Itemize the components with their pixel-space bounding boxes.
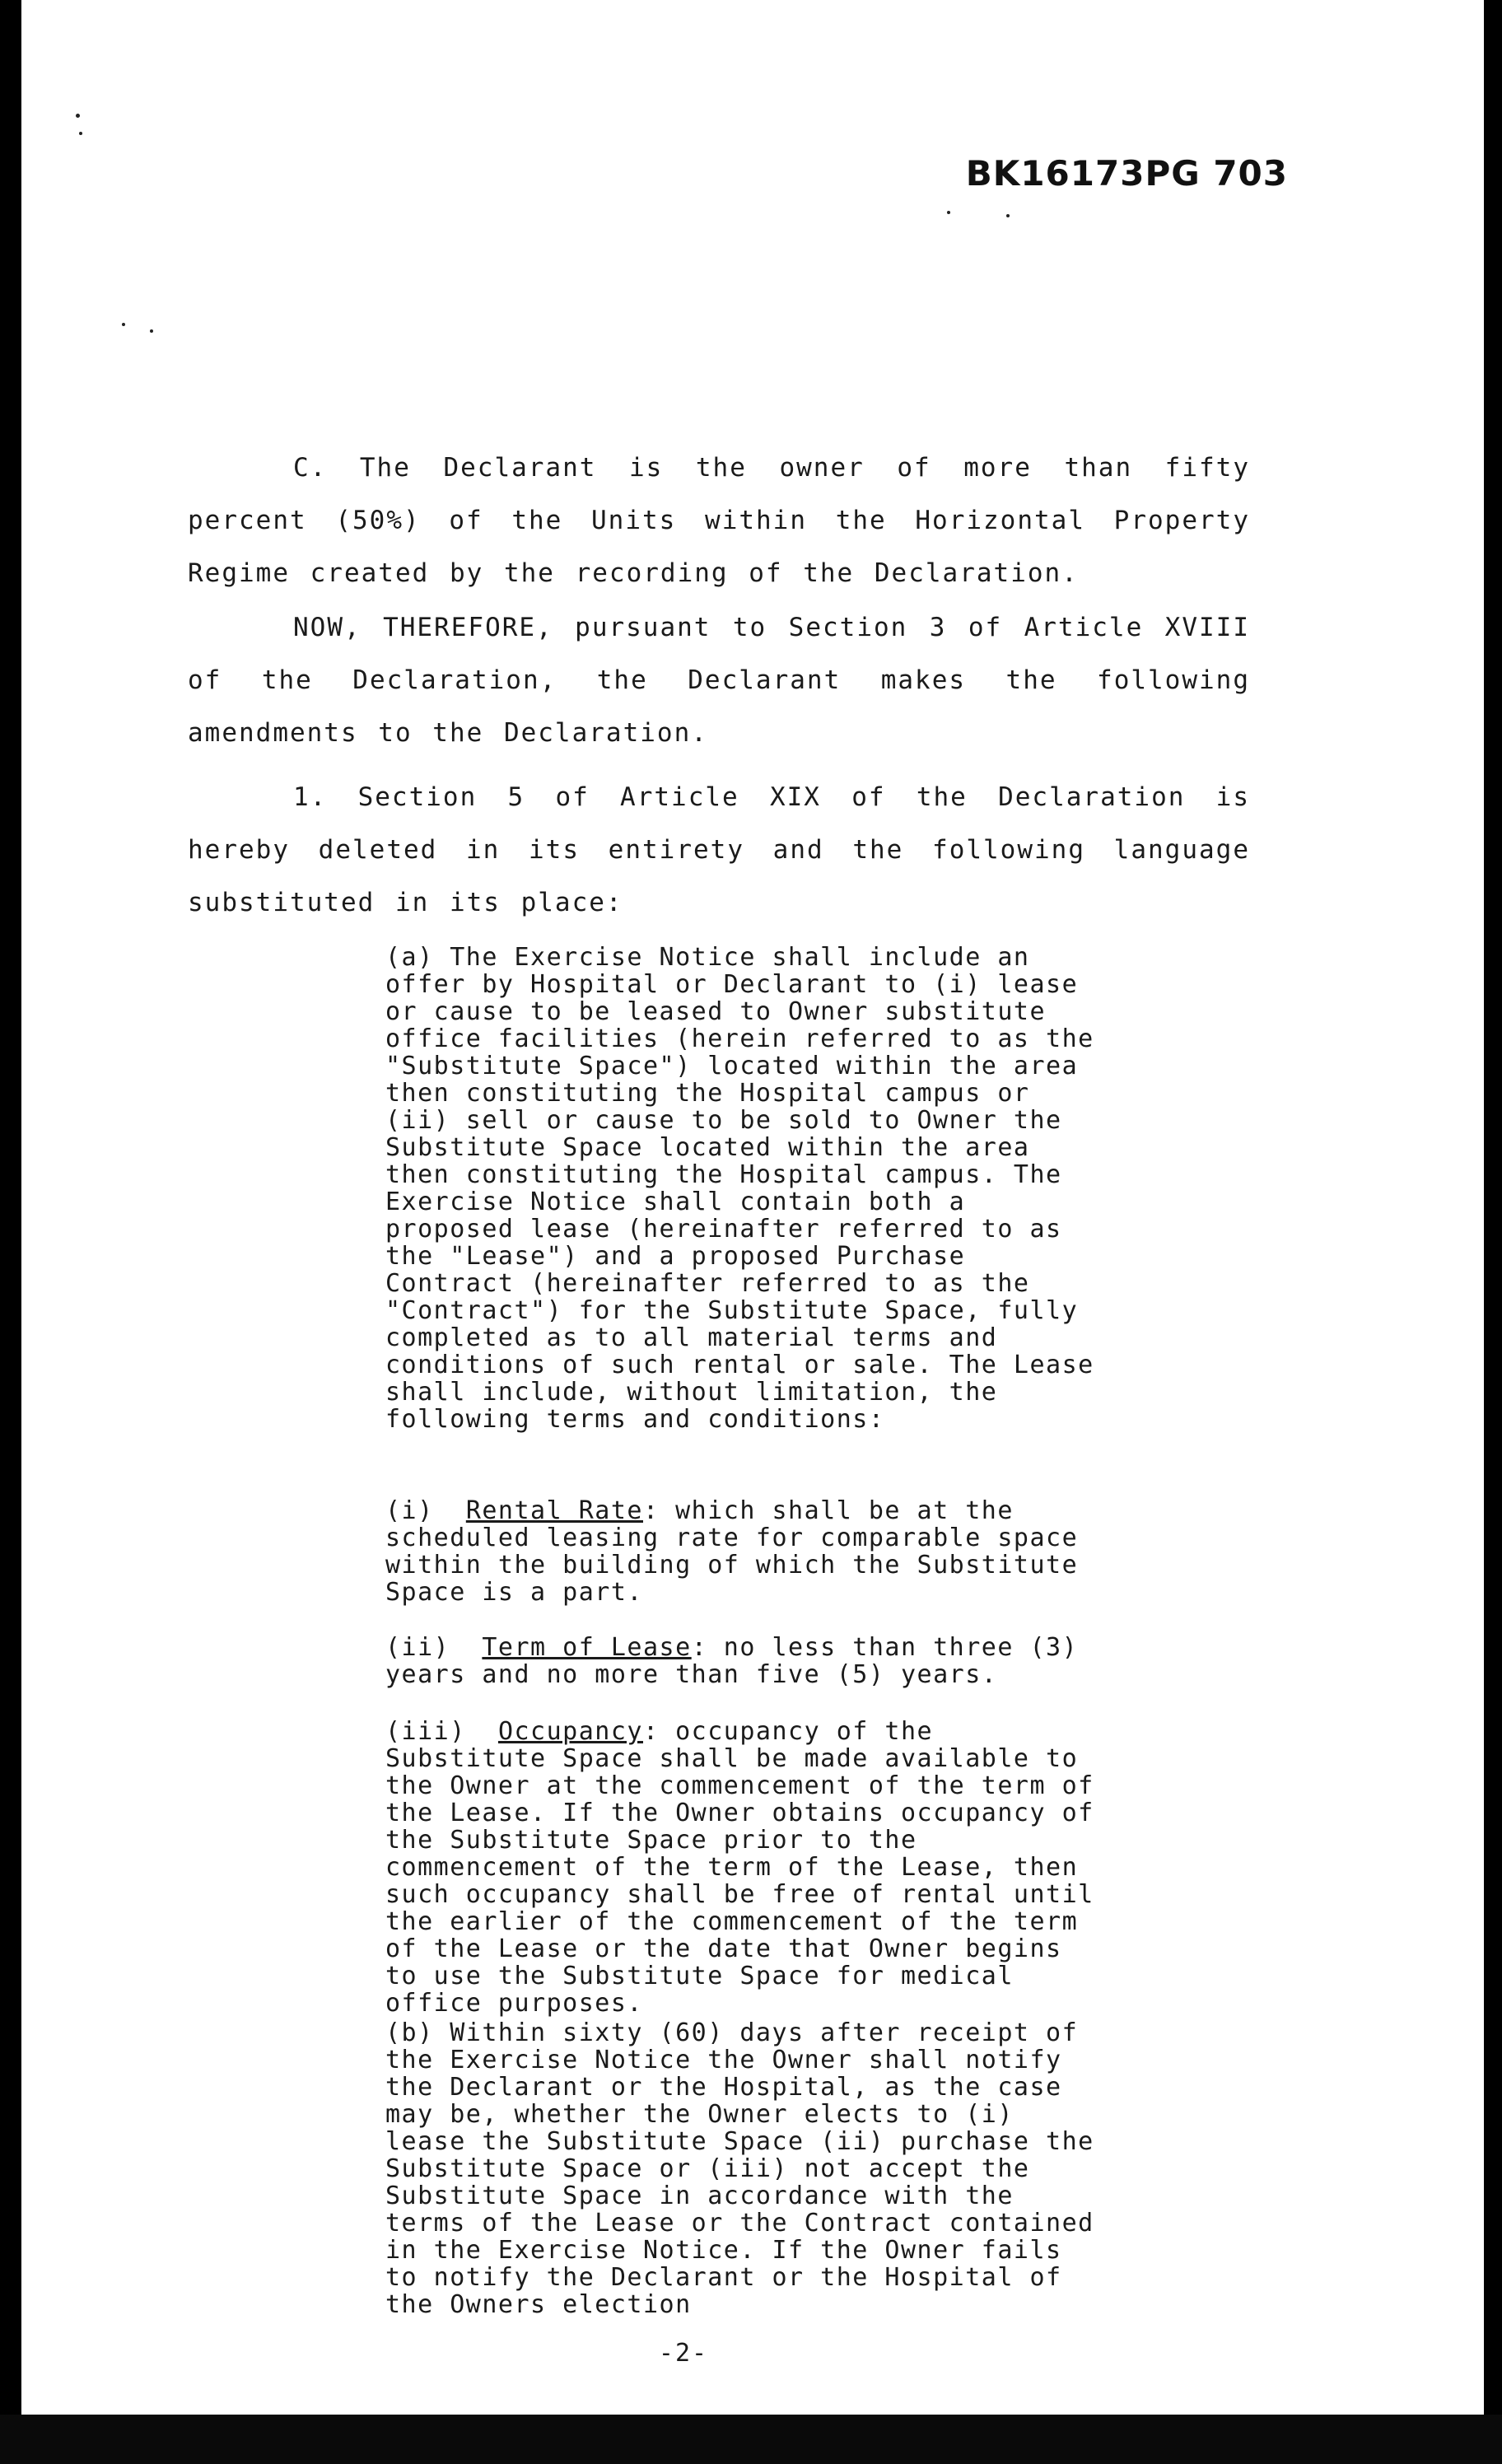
term-ii-text: : no less than three (3) years and no more than five (5) years. [385, 1633, 1079, 1689]
book-page-reference: BK16173PG 703 [965, 153, 1288, 194]
term-i-number: (i) [385, 1496, 434, 1525]
scan-speck [76, 114, 80, 118]
term-i-text: : which shall be at the scheduled leasing rate for comparable space within the building of which the Substitute Space is a part. [385, 1496, 1079, 1607]
scan-edge-bottom [0, 2415, 1502, 2464]
term-iii-title: Occupancy [497, 1717, 643, 1746]
term-rental-rate [385, 1497, 1110, 1606]
scan-speck [150, 329, 153, 333]
paragraph-section-1 [188, 771, 1250, 929]
paragraph-now-therefore-text: NOW, THEREFORE, pursuant to Section 3 of Article XVIII of the Declaration, the Declarant makes the following amendments to the Declaration. [188, 613, 1250, 748]
scan-speck [947, 211, 950, 214]
term-occupancy [385, 1718, 1110, 2017]
paragraph-c [188, 441, 1250, 600]
scan-edge-left [0, 0, 21, 2464]
term-ii-title: Term of Lease [482, 1633, 692, 1662]
page-number: -2- [658, 2339, 709, 2368]
term-iii-number: (iii) [385, 1717, 466, 1746]
term-of-lease [385, 1634, 1110, 1688]
scan-speck [122, 323, 125, 326]
scan-speck [1006, 214, 1010, 217]
term-ii-number: (ii) [385, 1633, 450, 1662]
paragraph-now-therefore [188, 601, 1250, 759]
paragraph-c-text: C. The Declarant is the owner of more than fifty percent (50%) of the Units within the Horizontal Property Regime created by the recording of the Declaration. [188, 453, 1250, 588]
term-i-title: Rental Rate [465, 1496, 643, 1525]
clause-a: (a) The Exercise Notice shall include an offer by Hospital or Declarant to (i) lease or cause to be leased to Owner substitute office facilities (herein referred to as the "Substitute Space") located within the area then constituting the Hospital campus or (ii) sell or cause to be sold to Owner the Substitute Space located within the area then constituting the Hospital campus. The Exercise Notice shall contain both a proposed lease (hereinafter referred to as the "Lease") and a proposed Purchase Contract (hereinafter referred to as the "Contract") for the Substitute Space, fully completed as to all material terms and conditions of such rental or sale. The Lease shall include, without limitation, the following terms and conditions: [385, 943, 1094, 1434]
paragraph-section-1-text: 1. Section 5 of Article XIX of the Declaration is hereby deleted in its entirety and the following language substituted in its place: [188, 782, 1250, 917]
clause-b: (b) Within sixty (60) days after receipt of the Exercise Notice the Owner shall notify the Declarant or the Hospital, as the case may be, whether the Owner elects to (i) lease the Substitute Space (ii) purchase the Substitute Space or (iii) not accept the Substitute Space in accordance with the terms of the Lease or the Contract contained in the Exercise Notice. If the Owner fails to notify the Declarant or the Hospital of the Owners election [385, 2018, 1094, 2319]
term-iii-text: : occupancy of the Substitute Space shall be made available to the Owner at the commencement of the term of the Lease. If the Owner obtains occupancy of the Substitute Space prior to the commencement of the term of the Lease, then such occupancy shall be free of rental until the earlier of the commencement of the term of the Lease or the date that Owner begins to use the Substitute Space for medical office purposes. [385, 1717, 1094, 2018]
scan-speck [79, 132, 82, 135]
scan-edge-right [1484, 0, 1502, 2464]
